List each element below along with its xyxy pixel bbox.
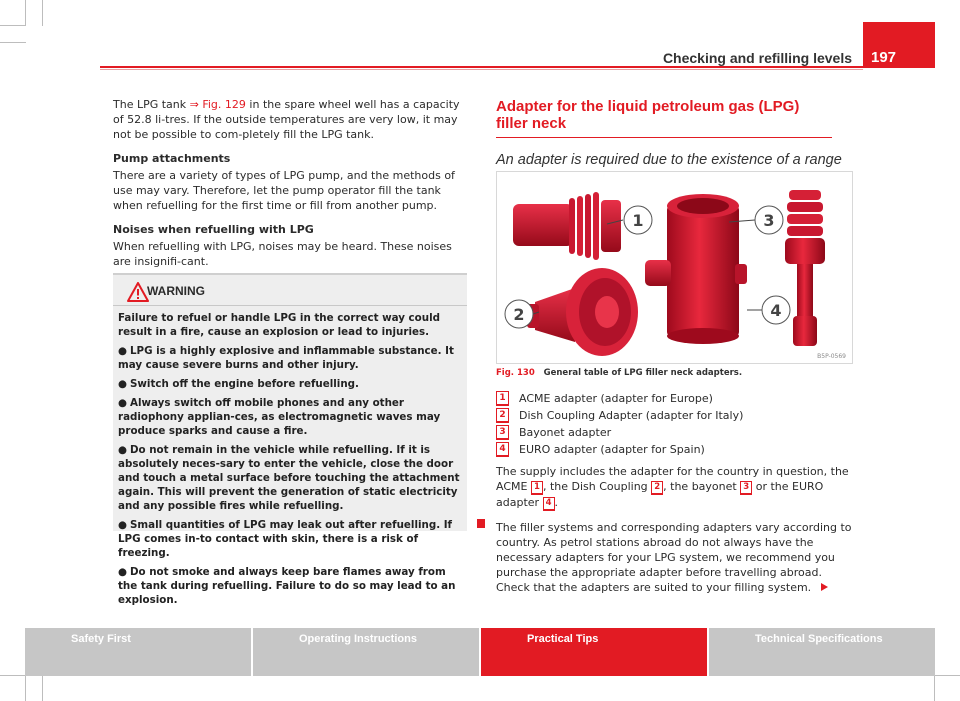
section-end-mark [477,519,485,528]
figure-link[interactable]: ⇒ Fig. 129 [189,98,246,111]
warning-body [113,306,467,607]
figure-caption-label: Fig. 130 [496,368,535,378]
right-body-text [496,464,854,604]
legend-label: EURO adapter (adapter for Spain) [519,443,705,456]
header-rule [100,66,935,68]
warning-bullet: ● Small quantities of LPG may leak out after refuelling. If LPG comes in-to contact with skin, there is a risk of freezing. [118,519,453,559]
warning-box [113,273,467,606]
legend-item [496,441,743,458]
legend-number: 1 [496,391,509,406]
section-title: Adapter for the liquid petroleum gas (LPG) filler neck [496,98,832,138]
warning-bullet: ● LPG is a highly explosive and inflammable substance. It may cause severe burns and other injury. [118,345,454,371]
legend-item [496,407,743,424]
ref-number: 4 [543,497,555,511]
crop-mark [25,0,26,26]
warning-intro: Failure to refuel or handle LPG in the correct way could result in a fire, cause an explosion or lead to injuries. [118,312,440,338]
footer-nav [25,628,935,676]
supply-paragraph: The supply includes the adapter for the country in question, the ACME 1 , the Dish Coupling 2 , the bayonet 3 or the EURO adapter 4 . [496,465,849,509]
crop-mark [0,675,26,676]
crop-mark [42,0,43,26]
tab-practical-tips[interactable]: Practical Tips [481,628,707,676]
callout-2: 2 [513,305,525,324]
ref-number: 2 [651,481,663,495]
crop-mark [42,675,43,701]
noise-paragraph: When refuelling with LPG, noises may be heard. These noises are insignifi-cant. [113,240,452,268]
left-column [113,97,467,278]
adapter-legend [496,390,743,458]
crop-mark [934,675,960,676]
figure-caption [496,368,742,378]
figure-caption-text: General table of LPG filler neck adapters. [543,368,743,378]
legend-label: ACME adapter (adapter for Europe) [519,392,713,405]
tab-safety-first[interactable]: Safety First [25,628,251,676]
ref-number: 3 [740,481,752,495]
warning-title: WARNING [147,284,205,298]
tab-operating-instructions[interactable]: Operating Instructions [253,628,479,676]
euro-adapter [785,190,825,346]
page-number: 197 [863,22,935,66]
warning-bullet: ● Switch off the engine before refuelling. [118,378,359,390]
pump-heading: Pump attachments [113,152,231,165]
crop-mark [0,25,26,26]
warning-bullet: ● Always switch off mobile phones and any other radiophony applian-ces, as electromagnetic waves may produce sparks and cause a fire. [118,397,441,437]
legend-number: 3 [496,425,509,440]
legend-number: 4 [496,442,509,457]
legend-item [496,424,743,441]
callout-4: 4 [770,301,782,320]
crop-mark [0,42,26,43]
legend-item [496,390,743,407]
section-subtitle: An adapter is required due to the existence of a range [496,152,842,168]
pump-paragraph: There are a variety of types of LPG pump, and the methods of use may vary. Therefore, let the pump operator fill the tank when refuelling for the first time or fill from another pump. [113,169,455,212]
legend-label: Bayonet adapter [519,426,612,439]
noise-heading: Noises when refuelling with LPG [113,223,314,236]
ref-number: 1 [531,481,543,495]
warning-triangle-icon [127,282,149,302]
legend-number: 2 [496,408,509,423]
callout-3: 3 [763,211,775,230]
running-header: Checking and refilling levels [662,50,852,66]
adapter-illustration [497,172,852,363]
legend-label: Dish Coupling Adapter (adapter for Italy) [519,409,744,422]
adapter-figure [496,171,853,364]
acme-adapter [513,192,621,260]
warning-header [113,275,467,306]
warning-bullet: ● Do not remain in the vehicle while refuelling. If it is absolutely neces-sary to enter the vehicle, close the door and touch a metal surface before touching the attachment again. This will prevent the generation of static electricity and any possible fires while refuelling. [118,444,460,512]
intro-paragraph: The LPG tank ⇒ Fig. 129 in the spare wheel well has a capacity of 52.8 li-tres. If the outside temperatures are very low, it may not be possible to com-pletely fill the LPG tank. [113,98,460,141]
bayonet-adapter [645,194,747,344]
crop-mark [934,675,935,701]
warning-bullet: ● Do not smoke and always keep bare flames away from the tank during refuelling. Failure to do so may lead to an explosion. [118,566,456,606]
tab-technical-specifications[interactable]: Technical Specifications [709,628,935,676]
callout-1: 1 [632,211,644,230]
header-rule-thin [100,69,863,70]
crop-mark [25,675,26,701]
figure-code: B5P-0569 [817,353,846,360]
continue-arrow-icon [821,583,828,591]
dish-coupling-adapter [527,268,638,356]
filler-paragraph: The filler systems and corresponding adapters vary according to country. As petrol stations abroad do not always have the necessary adapters for your LPG system, we recommend you purchase the appropriate adapter before travelling abroad. Check that the adapters are suited to your filling system. [496,521,852,594]
